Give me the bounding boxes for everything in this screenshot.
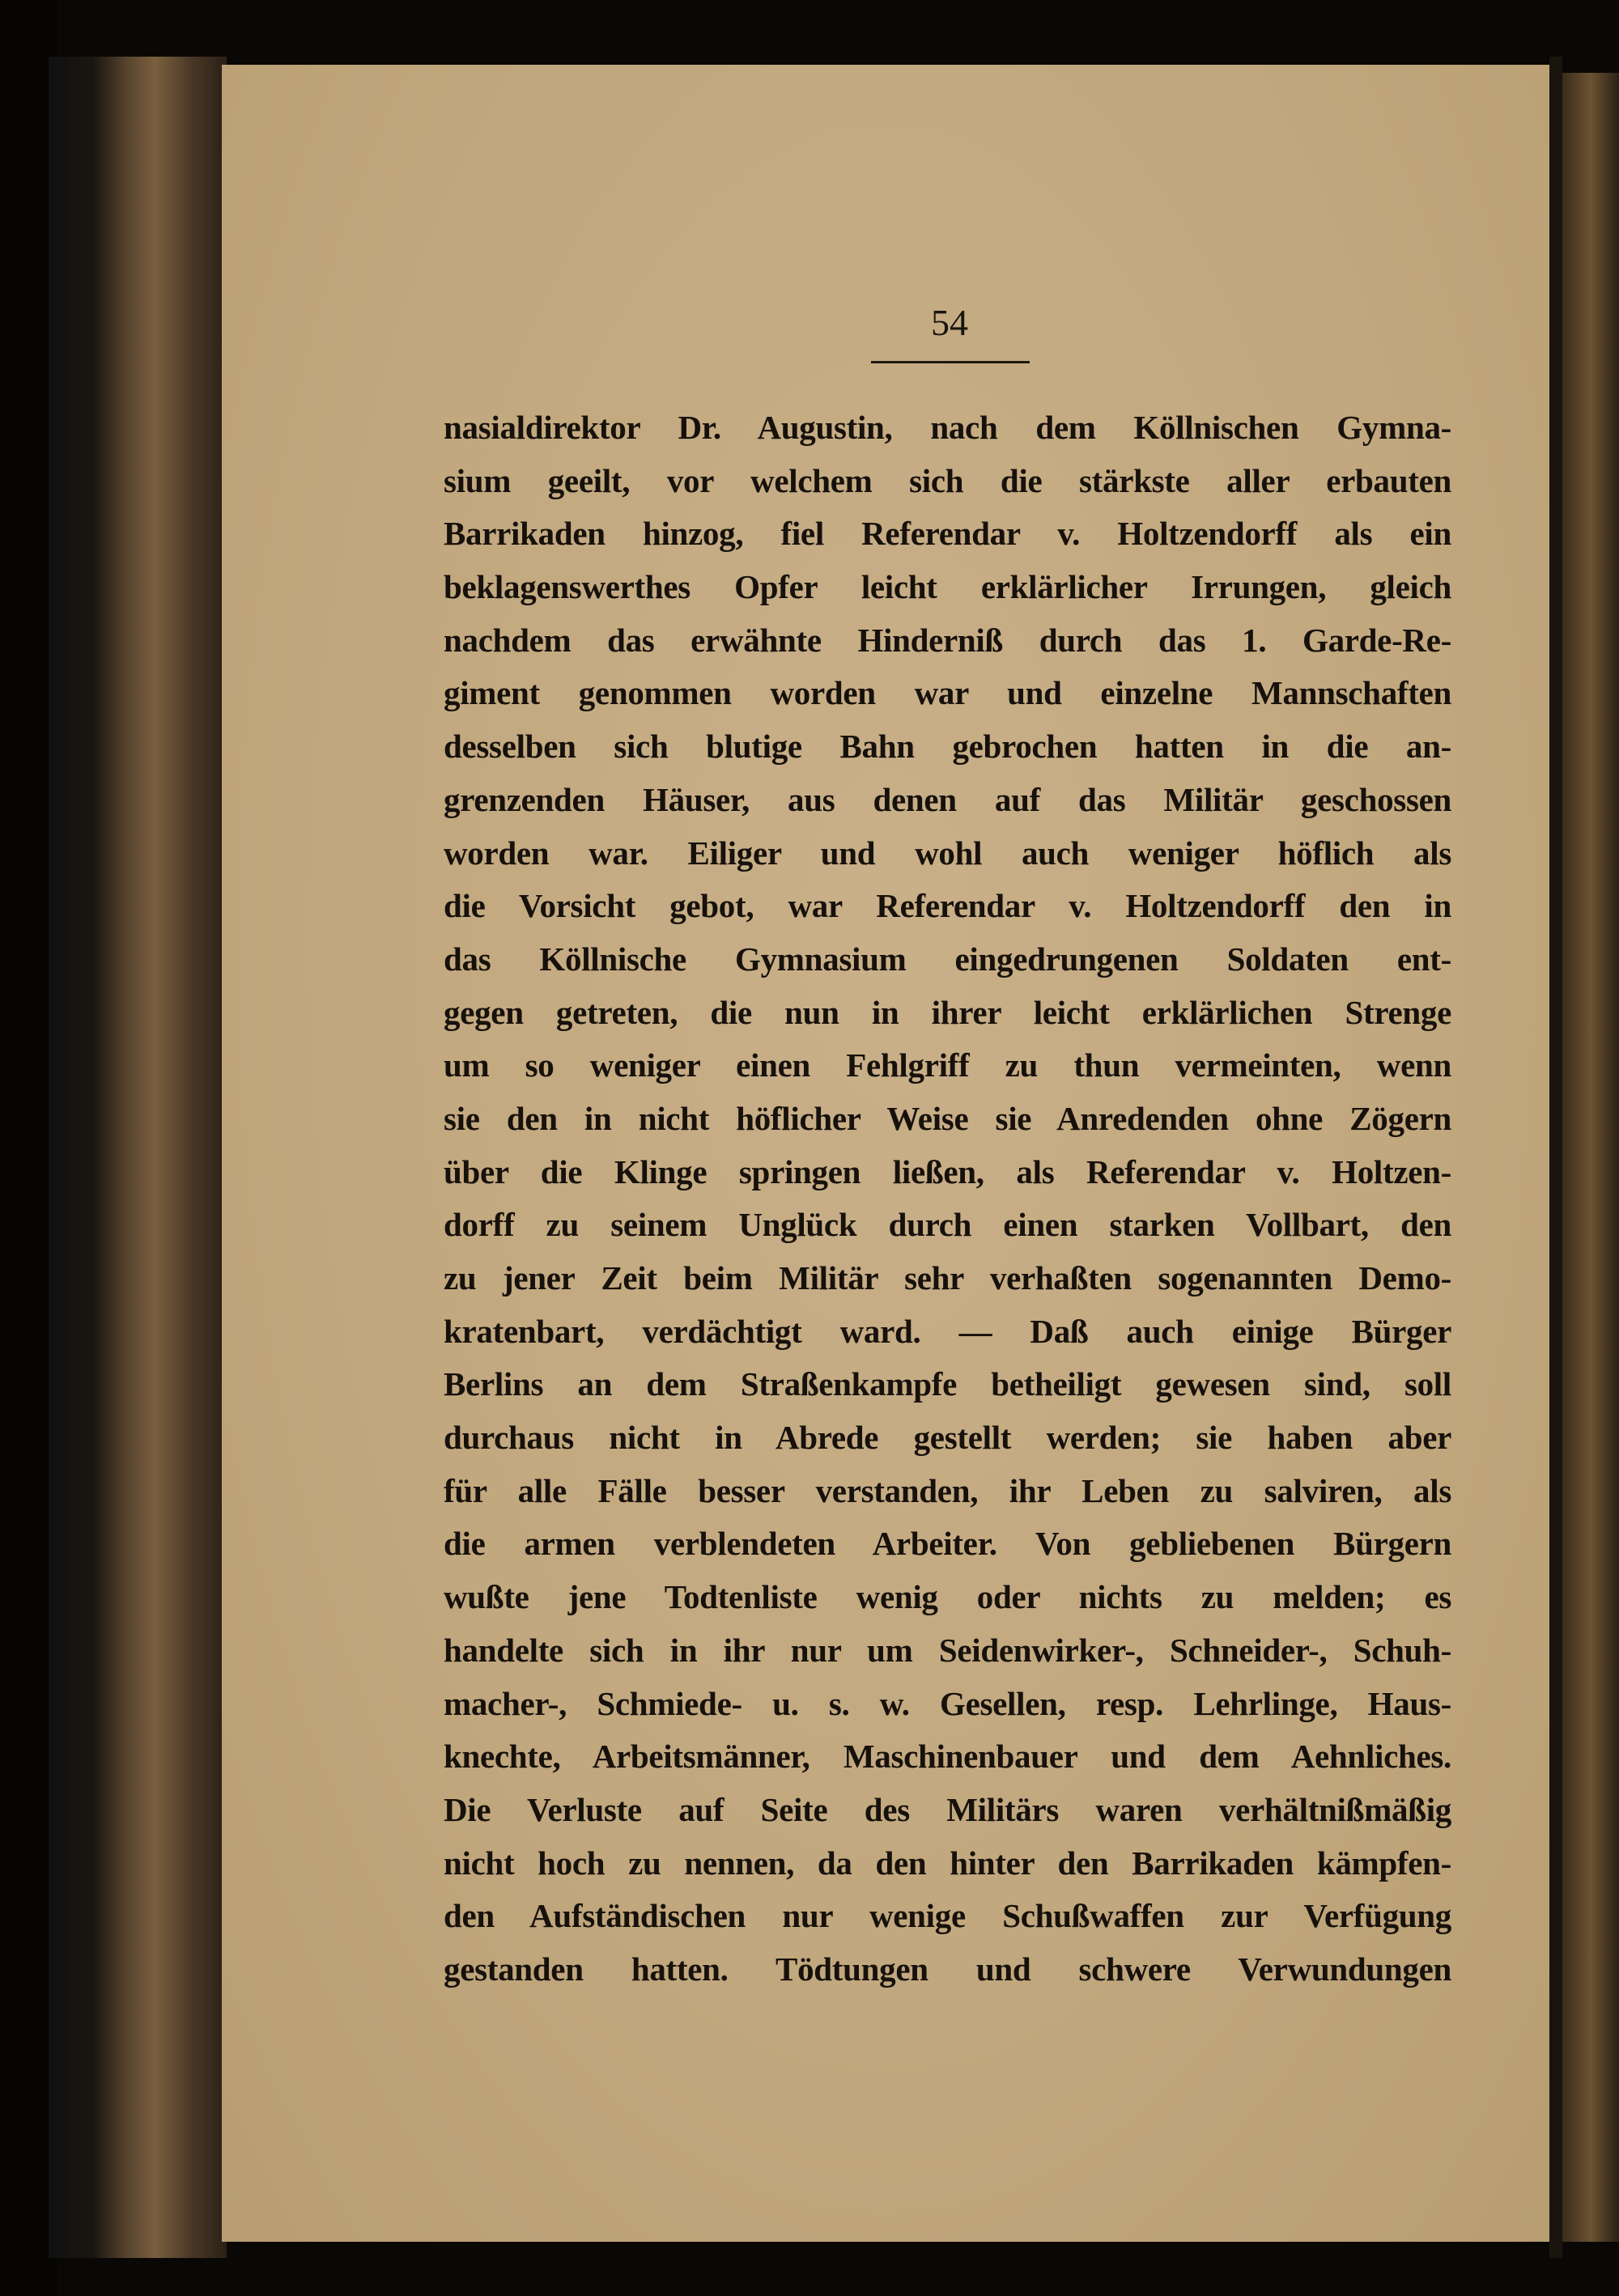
text-line: worden war. Eiliger und wohl auch weniger höflich als bbox=[444, 834, 1451, 872]
page-edge-shadow bbox=[1549, 57, 1562, 2258]
text-line: um so weniger einen Fehlgriff zu thun vermeinten, wenn bbox=[444, 1046, 1451, 1084]
text-line: desselben sich blutige Bahn gebrochen hatten in die an- bbox=[444, 728, 1451, 766]
text-line: den Aufständischen nur wenige Schußwaffen zur Verfügung bbox=[444, 1897, 1451, 1935]
text-line: Die Verluste auf Seite des Militärs waren verhältnißmäßig bbox=[444, 1790, 1451, 1828]
adjacent-page-edge bbox=[1562, 73, 1619, 2242]
text-line: kratenbart, verdächtigt ward. — Daß auch einige Bürger bbox=[444, 1312, 1451, 1350]
text-line: nachdem das erwähnte Hinderniß durch das 1. Garde-Re- bbox=[444, 621, 1451, 659]
text-line: Barrikaden hinzog, fiel Referendar v. Holtzendorff als ein bbox=[444, 515, 1451, 553]
text-line: nasialdirektor Dr. Augustin, nach dem Köllnischen Gymna- bbox=[444, 409, 1451, 446]
body-text bbox=[444, 401, 1451, 1997]
text-line: giment genommen worden war und einzelne Mannschaften bbox=[444, 674, 1451, 712]
text-line: knechte, Arbeitsmänner, Maschinenbauer und dem Aehnliches. bbox=[444, 1738, 1451, 1776]
book-spine bbox=[49, 57, 227, 2258]
text-line: grenzenden Häuser, aus denen auf das Militär geschossen bbox=[444, 780, 1451, 818]
text-line: macher-, Schmiede- u. s. w. Gesellen, resp. Lehrlinge, Haus- bbox=[444, 1684, 1451, 1722]
text-line: gestanden hatten. Tödtungen und schwere Verwundungen bbox=[444, 1950, 1451, 1988]
text-line: die Vorsicht gebot, war Referendar v. Holtzendorff den in bbox=[444, 887, 1451, 925]
header-rule bbox=[871, 361, 1030, 363]
text-line: zu jener Zeit beim Militär sehr verhaßten sogenannten Demo- bbox=[444, 1259, 1451, 1297]
text-line: durchaus nicht in Abrede gestellt werden; sie haben aber bbox=[444, 1419, 1451, 1457]
text-line: dorff zu seinem Unglück durch einen starken Vollbart, den bbox=[444, 1206, 1451, 1244]
text-line: Berlins an dem Straßenkampfe betheiligt gewesen sind, soll bbox=[444, 1365, 1451, 1403]
text-line: das Köllnische Gymnasium eingedrungenen Soldaten ent- bbox=[444, 940, 1451, 978]
text-line: wußte jene Todtenliste wenig oder nichts zu melden; es bbox=[444, 1578, 1451, 1616]
text-line: gegen getreten, die nun in ihrer leicht erklärlichen Strenge bbox=[444, 993, 1451, 1031]
text-line: handelte sich in ihr nur um Seidenwirker-, Schneider-, Schuh- bbox=[444, 1631, 1451, 1669]
text-line: beklagenswerthes Opfer leicht erklärlicher Irrungen, gleich bbox=[444, 568, 1451, 606]
text-line: die armen verblendeten Arbeiter. Von gebliebenen Bürgern bbox=[444, 1525, 1451, 1563]
text-line: sium geeilt, vor welchem sich die stärkste aller erbauten bbox=[444, 461, 1451, 499]
text-line: über die Klinge springen ließen, als Referendar v. Holtzen- bbox=[444, 1152, 1451, 1190]
text-line: sie den in nicht höflicher Weise sie Anredenden ohne Zögern bbox=[444, 1099, 1451, 1137]
text-line: nicht hoch zu nennen, da den hinter den Barrikaden kämpfen- bbox=[444, 1844, 1451, 1882]
page-number: 54 bbox=[931, 302, 968, 343]
text-line: für alle Fälle besser verstanden, ihr Leben zu salviren, als bbox=[444, 1471, 1451, 1509]
